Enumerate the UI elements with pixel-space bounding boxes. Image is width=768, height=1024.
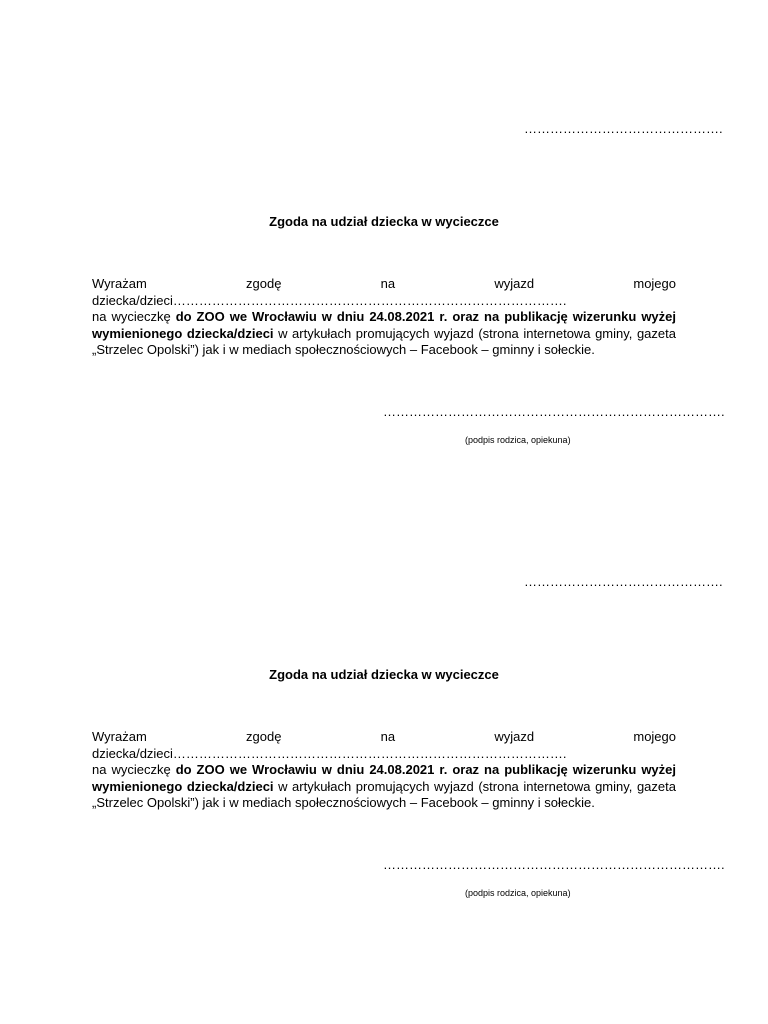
consent-paragraph <box>92 309 676 359</box>
consent-paragraph <box>92 762 676 812</box>
intro-word: Wyrażam <box>92 276 147 291</box>
date-placeholder: ………………………………………. <box>524 121 723 136</box>
signature-caption: (podpis rodzica, opiekuna) <box>465 888 571 898</box>
intro-word: Wyrażam <box>92 729 147 744</box>
form-title: Zgoda na udział dziecka w wycieczce <box>269 214 499 229</box>
child-name-line: dziecka/dzieci………………………………………………………………………………. <box>92 292 567 308</box>
signature-line: ……………………………………………………………………. <box>383 857 725 872</box>
intro-word: mojego <box>633 729 676 744</box>
intro-word: na <box>380 276 396 291</box>
signature-line: ……………………………………………………………………. <box>383 404 725 419</box>
intro-word: na <box>380 729 396 744</box>
child-name-line: dziecka/dzieci………………………………………………………………………………. <box>92 745 567 761</box>
sentence-bold-part: do ZOO we Wrocławiu w dniu 24.08.2021 r. oraz na publikację wizerunku wyżej wymienionego dziecka/dzieci <box>92 762 677 794</box>
consent-text <box>92 276 676 359</box>
consent-text <box>92 729 676 812</box>
sentence-part: w artykułach promujących wyjazd (strona internetowa gminy, gazeta „Strzelec Opolski”) jak i w mediach społecznościowych – Facebook – gminny i sołeckie. <box>92 325 676 357</box>
intro-word: mojego <box>633 276 676 291</box>
sentence-part: w artykułach promujących wyjazd (strona internetowa gminy, gazeta „Strzelec Opolski”) jak i w mediach społecznościowych – Facebook – gminny i sołeckie. <box>92 778 676 810</box>
intro-line <box>92 276 676 293</box>
form-title: Zgoda na udział dziecka w wycieczce <box>269 667 499 682</box>
intro-word: zgodę <box>246 276 282 291</box>
intro-word: zgodę <box>246 729 282 744</box>
intro-word: wyjazd <box>494 276 535 291</box>
intro-word: wyjazd <box>494 729 535 744</box>
consent-form-2 <box>0 453 768 913</box>
sentence-part: na wycieczkę <box>92 309 176 324</box>
sentence-bold-part: do ZOO we Wrocławiu w dniu 24.08.2021 r. oraz na publikację wizerunku wyżej wymienionego dziecka/dzieci <box>92 309 677 341</box>
date-placeholder: ………………………………………. <box>524 574 723 589</box>
sentence-part: na wycieczkę <box>92 762 176 777</box>
intro-line <box>92 729 676 746</box>
consent-form-1 <box>0 0 768 460</box>
signature-caption: (podpis rodzica, opiekuna) <box>465 435 571 445</box>
